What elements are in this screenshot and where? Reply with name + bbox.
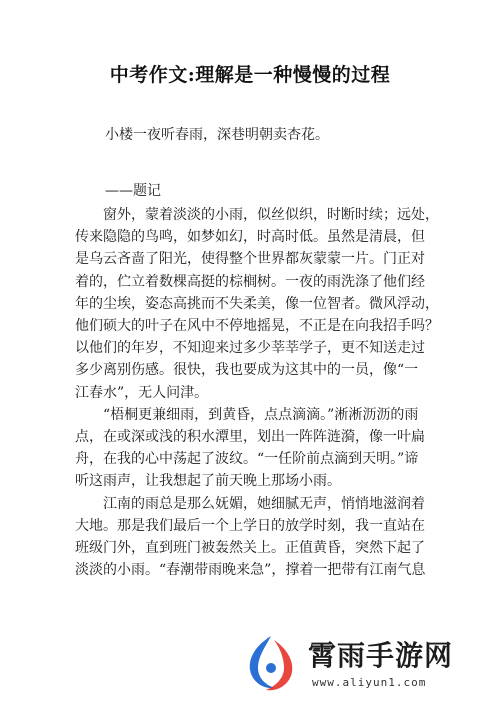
site-logo-icon <box>238 630 304 696</box>
text-line: 大地。那是我们最后一个上学日的放学时刻，我一直站在 <box>75 517 425 534</box>
text-line: 听这雨声，让我想起了前天晚上那场小雨。 <box>75 473 341 490</box>
paragraph-2 <box>75 404 435 493</box>
text-line: 点，在或深或浅的积水潭里，划出一阵阵涟漪，像一叶扁 <box>75 429 425 446</box>
text-line: 窗外，蒙着淡淡的小雨，似丝似织，时断时续；远处， <box>103 207 439 223</box>
site-url: www.aliyun1.com <box>312 676 427 689</box>
site-name: 霄雨手游网 <box>308 639 454 672</box>
text-line: “梧桐更兼细雨，到黄昏，点点滴滴。”淅淅沥沥的雨 <box>103 406 419 423</box>
text-line: 是乌云吝啬了阳光，使得整个世界都灰蒙蒙一片。门正对 <box>75 251 425 268</box>
epigraph: 小楼一夜听春雨，深巷明朝卖杏花。 <box>105 127 329 143</box>
paragraph-1 <box>75 204 439 404</box>
paragraph-3 <box>75 493 435 582</box>
text-line: 江春水”，无人问津。 <box>75 384 209 401</box>
text-line: 他们硕大的叶子在风中不停地摇晃，不正是在向我招手吗？ <box>75 318 439 335</box>
text-line: 传来隐隐的鸟鸣，如梦如幻，时高时低。虽然是清晨，但 <box>75 229 425 246</box>
site-watermark <box>238 628 498 706</box>
text-line: 舟，在我的心中荡起了波纹。“一任阶前点滴到天明。”谛 <box>75 451 419 468</box>
text-line: 以他们的年岁，不知迎来过多少莘莘学子，更不知送走过 <box>75 340 425 357</box>
text-line: 淡淡的小雨。“春潮带雨晚来急”，撑着一把带有江南气息 <box>75 562 426 579</box>
document-title: 中考作文:理解是一种慢慢的过程 <box>109 64 391 86</box>
text-line: 着的，伫立着数棵高挺的棕榈树。一夜的雨洗涤了他们经 <box>75 273 425 290</box>
text-line: 多少离别伤感。很快，我也要成为这其中的一员，像“一 <box>75 362 419 379</box>
article-body <box>75 204 439 581</box>
inscription: ——题记 <box>105 183 161 199</box>
text-line: 江南的雨总是那么妩媚，她细腻无声，悄悄地滋润着 <box>103 495 425 512</box>
text-line: 班级门外，直到班门被轰然关上。正值黄昏，突然下起了 <box>75 540 425 557</box>
text-line: 年的尘埃，姿态高挑而不失柔美，像一位智者。微风浮动， <box>75 295 439 312</box>
